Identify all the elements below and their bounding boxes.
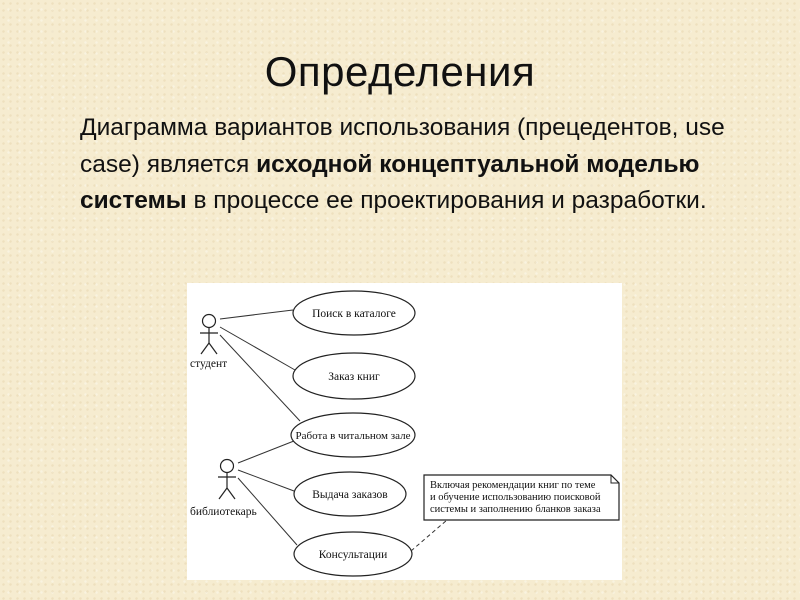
note-line-1: Включая рекомендации книг по теме [430, 480, 596, 491]
use-case-diagram [187, 283, 622, 580]
use-case-uc4 [294, 472, 406, 516]
use-case-uc1-label: Поиск в каталоге [312, 308, 396, 320]
assoc-student-uc2 [220, 327, 295, 370]
assoc-student-uc3 [220, 335, 300, 421]
use-case-uc2 [293, 353, 415, 399]
assoc-student-uc1 [220, 310, 293, 319]
note-line-2: и обучение использованию поисковой [430, 492, 601, 503]
use-case-uc1 [293, 291, 415, 335]
note-connector [411, 520, 447, 551]
use-case-uc5-label: Консультации [318, 549, 388, 561]
use-case-uc3-label: Работа в читальном зале [295, 430, 411, 442]
use-case-uc4-label: Выдача заказов [312, 489, 388, 501]
body-text-start: Диаграмма вариантов использования (прецедентов, use case) является [80, 114, 725, 178]
note-line-3: системы и заполнению бланков заказа [430, 504, 601, 515]
slide-title: Определения [264, 48, 536, 95]
assoc-librarian-uc3 [238, 439, 299, 463]
body-text-bold: исходной концептуальной моделью системы [80, 150, 700, 214]
use-case-diagram-svg [187, 283, 622, 580]
actor-student [200, 315, 218, 355]
slide-body [80, 110, 760, 220]
use-case-uc3 [291, 413, 415, 457]
use-case-uc2-label: Заказ книг [328, 371, 380, 383]
body-text-end: в процессе ее проектирования и разработки. [186, 187, 707, 214]
actor-student-label: студент [190, 358, 228, 370]
note [424, 475, 619, 520]
use-case-uc5 [294, 532, 412, 576]
actor-librarian-label: библиотекарь [190, 506, 257, 518]
actor-librarian [218, 460, 236, 500]
